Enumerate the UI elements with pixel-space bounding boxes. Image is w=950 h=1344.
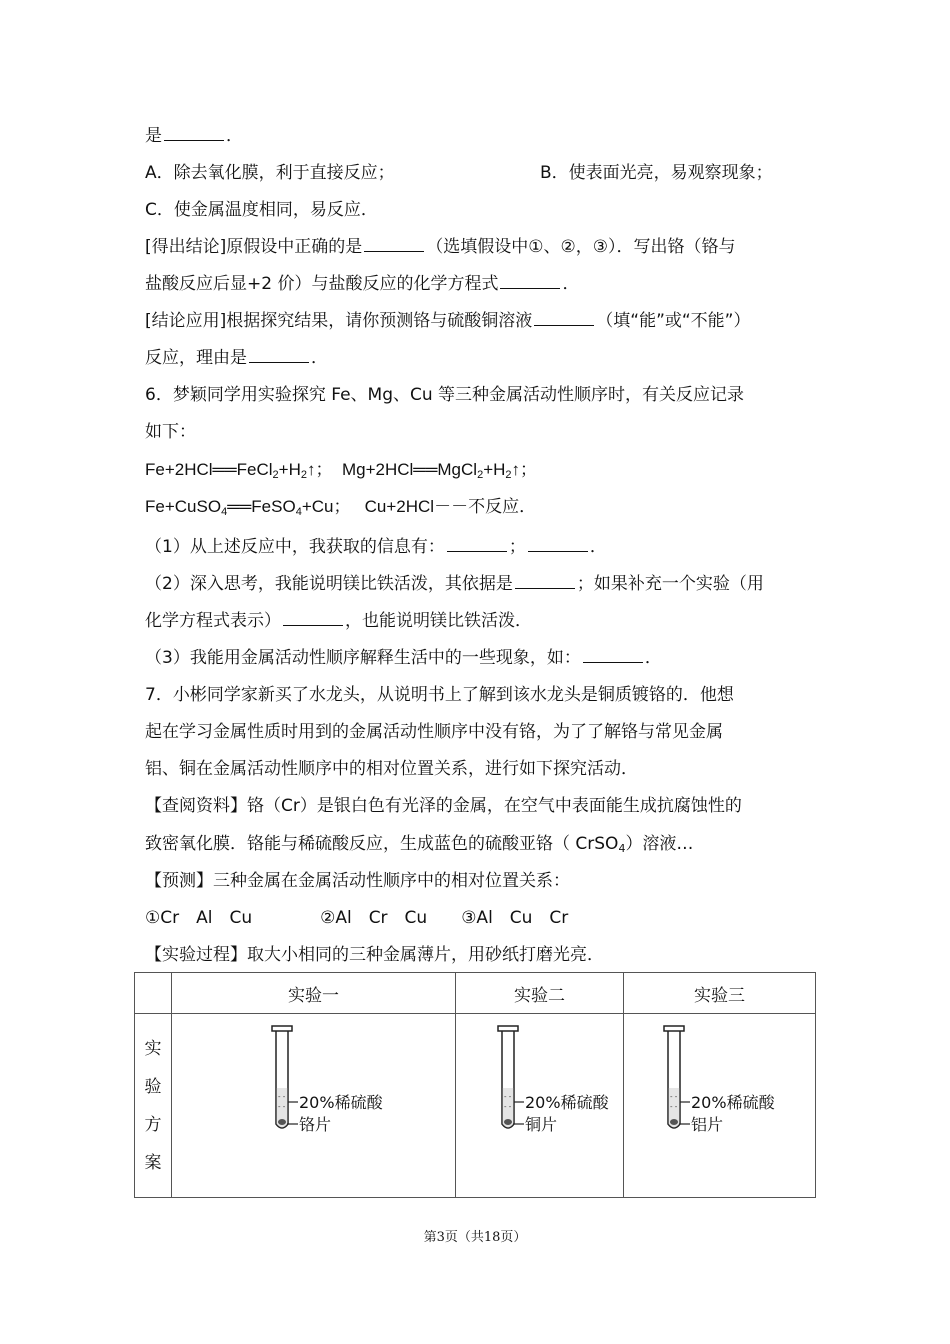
- text-line: [145, 235, 736, 259]
- text-segment: 是: [145, 126, 162, 146]
- table-header: 实验二: [456, 973, 624, 1014]
- text-segment: （2）深入思考，我能说明镁比铁活泼，其依据是: [145, 574, 513, 594]
- text-segment: ，也能说明镁比铁活泼．: [345, 611, 532, 631]
- question-6: [145, 383, 744, 407]
- text-line: [145, 309, 751, 333]
- text-segment: A．除去氧化膜，利于直接反应；: [145, 163, 395, 183]
- table-header: 实验一: [172, 973, 456, 1014]
- prediction-options: [145, 906, 568, 930]
- text-line: [145, 609, 532, 633]
- text-segment: （选填假设中①、②，③）．写出铬（铬与: [426, 237, 736, 257]
- text-segment: ①Cr Al Cu ②Al Cr Cu ③Al Cu Cr: [145, 908, 569, 928]
- test-tube-3: [660, 1024, 790, 1144]
- text-segment: 化学方程式表示）: [145, 611, 281, 631]
- text-segment: ．: [644, 648, 662, 668]
- text-segment: 起在学习金属性质时用到的金属活动性顺序中没有铬，为了了解铬与常见金属: [145, 722, 723, 742]
- option-c: [145, 198, 378, 222]
- text-line: [145, 346, 328, 370]
- sub-question-3: [145, 646, 662, 670]
- table-header-row: [135, 973, 816, 1014]
- text-line: [145, 720, 723, 744]
- answer-blank: [283, 611, 343, 626]
- table-header: 实验三: [624, 973, 816, 1014]
- text-segment: 7．小彬同学家新买了水龙头，从说明书上了解到该水龙头是铜质镀铬的．他想: [145, 685, 734, 705]
- table-row: [135, 1014, 816, 1198]
- text-line: [145, 124, 243, 148]
- answer-blank: [528, 537, 588, 552]
- text-segment: 【预测】三种金属在金属活动性顺序中的相对位置关系：: [145, 871, 570, 891]
- svg-text:- -: - -: [278, 1103, 286, 1111]
- text-line: [145, 794, 742, 818]
- experiment-cell: [172, 1014, 456, 1198]
- experiment-table: [134, 972, 816, 1198]
- metal-label: 铝片: [691, 1115, 724, 1134]
- text-segment: [得出结论]原假设中正确的是: [145, 237, 363, 257]
- acid-label: 20%稀硫酸: [525, 1093, 609, 1112]
- text-segment: 如下：: [145, 422, 196, 442]
- answer-blank: [164, 126, 224, 141]
- text-line: [145, 757, 638, 781]
- equation-line-2: Fe+CuSO$_4$══FeSO$_4$+Cu； Cu+2HCl－－不反应．: [145, 497, 537, 518]
- equation-line-1: $Fe+2HCl══FeCl_2+H_2↑$； $Mg+2HCl══MgCl_2+H_2↑$；: [145, 460, 538, 481]
- text-segment: 盐酸反应后显+2 价）与盐酸反应的化学方程式: [145, 274, 499, 294]
- text-segment: 反应，理由是: [145, 348, 247, 368]
- acid-label: 20%稀硫酸: [299, 1093, 383, 1112]
- answer-blank: [249, 348, 309, 363]
- text-line: [145, 420, 196, 444]
- metal-label: 铬片: [299, 1115, 332, 1134]
- sub-question-1: [145, 535, 607, 559]
- answer-blank: [515, 574, 575, 589]
- text-segment: 铝、铜在金属活动性顺序中的相对位置关系，进行如下探究活动．: [145, 759, 638, 779]
- text-segment: C．使金属温度相同，易反应．: [145, 200, 378, 220]
- text-line: [145, 869, 570, 893]
- answer-blank: [500, 274, 560, 289]
- svg-text:- -: - -: [278, 1093, 286, 1101]
- row-label: 实 验 方 案: [135, 1014, 172, 1198]
- text-segment: ．: [311, 348, 328, 368]
- text-segment: 【查阅资料】铬（Cr）是银白色有光泽的金属，在空气中表面能生成抗腐蚀性的: [145, 796, 742, 816]
- answer-blank: [534, 311, 594, 326]
- test-tube-2: [494, 1024, 624, 1144]
- text-segment: ；如果补充一个实验（用: [576, 574, 764, 594]
- answer-blank: [447, 537, 507, 552]
- svg-text:- -: - -: [504, 1103, 512, 1111]
- sub-question-2: [145, 572, 764, 596]
- text-segment: ．: [226, 126, 243, 146]
- metal-label: 铜片: [525, 1115, 558, 1134]
- text-segment: ．: [562, 274, 580, 294]
- answer-blank: [583, 648, 643, 663]
- page-footer: 第3页（共18页）: [423, 1230, 527, 1245]
- acid-label: 20%稀硫酸: [691, 1093, 775, 1112]
- text-segment: 6．梦颖同学用实验探究 Fe、Mg、Cu 等三种金属活动性顺序时，有关反应记录: [145, 385, 745, 405]
- text-segment: ．: [589, 537, 607, 557]
- option-b: [540, 161, 773, 185]
- text-segment: （填“能”或“不能”）: [596, 311, 751, 331]
- corner-cell: [135, 973, 172, 1014]
- answer-blank: [364, 237, 424, 252]
- svg-text:- -: - -: [504, 1093, 512, 1101]
- experiment-cell: [624, 1014, 816, 1198]
- svg-text:- -: - -: [670, 1093, 678, 1101]
- text-segment: （1）从上述反应中，我获取的信息有：: [145, 537, 445, 557]
- text-segment: B．使表面光亮，易观察现象；: [540, 163, 773, 183]
- option-a: [145, 161, 395, 185]
- text-line: 致密氧化膜．铬能与稀硫酸反应，生成蓝色的硫酸亚铬（ CrSO$_4$）溶液…: [145, 834, 694, 855]
- experiment-cell: [456, 1014, 624, 1198]
- question-7: [145, 683, 734, 707]
- text-segment: [结论应用]根据探究结果，请你预测铬与硫酸铜溶液: [145, 311, 533, 331]
- text-segment: ；: [508, 537, 526, 557]
- svg-text:- -: - -: [670, 1103, 678, 1111]
- text-line: [145, 943, 604, 967]
- text-line: [145, 272, 579, 296]
- test-tube-1: [268, 1024, 398, 1144]
- text-segment: 【实验过程】取大小相同的三种金属薄片，用砂纸打磨光亮．: [145, 945, 604, 965]
- text-segment: （3）我能用金属活动性顺序解释生活中的一些现象，如：: [145, 648, 581, 668]
